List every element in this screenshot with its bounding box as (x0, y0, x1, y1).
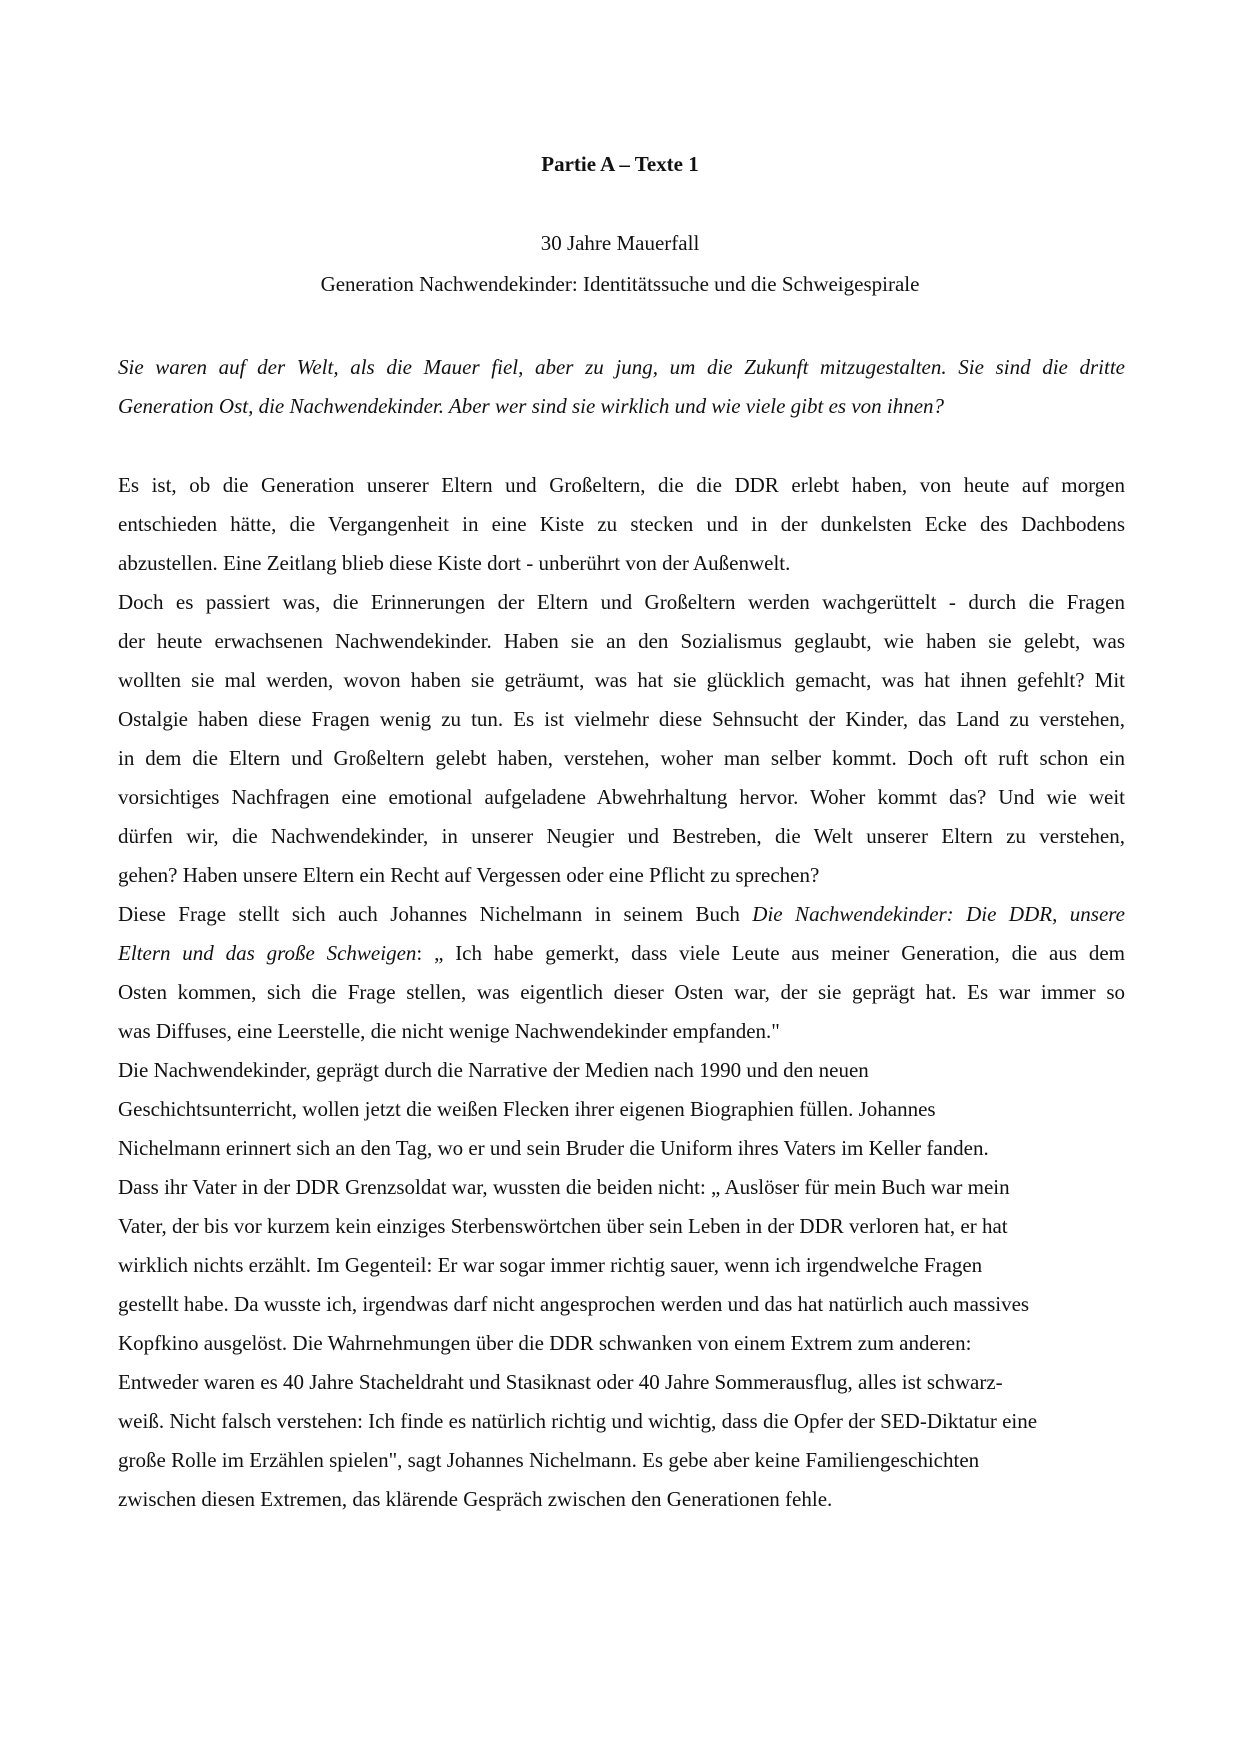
book-title: Eltern und das große Schweigen (118, 941, 417, 965)
article-topic: 30 Jahre Mauerfall (540, 231, 700, 255)
body-line: entschieden hätte, die Vergangenheit in eine Kiste zu stecken und in der dunkelsten Ecke des Dachbodens (118, 512, 1125, 536)
body-line (118, 934, 1125, 973)
body-line: Nichelmann erinnert sich an den Tag, wo er und sein Bruder die Uniform ihres Vaters im Keller fanden. (118, 1136, 989, 1160)
body-line: wollten sie mal werden, wovon haben sie geträumt, was hat sie glücklich gemacht, was hat ihnen gefehlt? Mit (118, 668, 1125, 692)
page-title: Partie A – Texte 1 (541, 152, 699, 176)
body-line: abzustellen. Eine Zeitlang blieb diese Kiste dort - unberührt von der Außenwelt. (118, 551, 791, 575)
body-line: Vater, der bis vor kurzem kein einziges Sterbenswörtchen über sein Leben in der DDR verloren hat, er hat (118, 1214, 1008, 1238)
body-line: zwischen diesen Extremen, das klärende Gespräch zwischen den Generationen fehle. (118, 1487, 833, 1511)
body-line: Ostalgie haben diese Fragen wenig zu tun. Es ist vielmehr diese Sehnsucht der Kinder, das Land zu verstehen, (118, 707, 1125, 731)
body-line (118, 895, 1125, 934)
body-line: gehen? Haben unsere Eltern ein Recht auf Vergessen oder eine Pflicht zu sprechen? (118, 863, 820, 887)
body-line: was Diffuses, eine Leerstelle, die nicht wenige Nachwendekinder empfanden." (118, 1019, 780, 1043)
body-line: Dass ihr Vater in der DDR Grenzsoldat war, wussten die beiden nicht: „ Auslöser für mein Buch war mein (118, 1175, 1010, 1199)
lead-line: Generation Ost, die Nachwendekinder. Aber wer sind sie wirklich und wie viele gibt es von ihnen? (118, 394, 945, 418)
article-body (118, 466, 1125, 1519)
body-line: weiß. Nicht falsch verstehen: Ich finde es natürlich richtig und wichtig, dass die Opfer der SED-Diktatur eine (118, 1409, 1038, 1433)
body-line: Geschichtsunterricht, wollen jetzt die weißen Flecken ihrer eigenen Biographien füllen. Johannes (118, 1097, 936, 1121)
article-headline: Generation Nachwendekinder: Identitätssuche und die Schweigespirale (320, 272, 920, 296)
body-line: in dem die Eltern und Großeltern gelebt haben, verstehen, woher man selber kommt. Doch oft ruft schon ein (118, 746, 1125, 770)
body-line: Osten kommen, sich die Frage stellen, was eigentlich dieser Osten war, der sie geprägt hat. Es war immer so (118, 980, 1125, 1004)
body-text: Diese Frage stellt sich auch Johannes Nichelmann in seinem Buch (118, 902, 753, 926)
body-line: Es ist, ob die Generation unserer Eltern und Großeltern, die die DDR erlebt haben, von heute auf morgen (118, 473, 1125, 497)
body-line: wirklich nichts erzählt. Im Gegenteil: Er war sogar immer richtig sauer, wenn ich irgendwelche Fragen (118, 1253, 983, 1277)
body-line: dürfen wir, die Nachwendekinder, in unserer Neugier und Bestreben, die Welt unserer Eltern zu verstehen, (118, 824, 1125, 848)
body-line: der heute erwachsenen Nachwendekinder. Haben sie an den Sozialismus geglaubt, wie haben sie gelebt, was (118, 629, 1125, 653)
body-line: große Rolle im Erzählen spielen", sagt Johannes Nichelmann. Es gebe aber keine Familiengeschichten (118, 1448, 980, 1472)
body-text: : „ Ich habe gemerkt, dass viele Leute aus meiner Generation, die aus dem (416, 941, 1125, 965)
book-title: Die Nachwendekinder: Die DDR, unsere (752, 902, 1125, 926)
body-line: Die Nachwendekinder, geprägt durch die Narrative der Medien nach 1990 und den neuen (118, 1058, 869, 1082)
lead-paragraph (118, 348, 1125, 426)
body-line: vorsichtiges Nachfragen eine emotional aufgeladene Abwehrhaltung hervor. Woher kommt das? Und wie weit (118, 785, 1125, 809)
body-line: Doch es passiert was, die Erinnerungen der Eltern und Großeltern werden wachgerüttelt - durch die Fragen (118, 590, 1125, 614)
body-line: Entweder waren es 40 Jahre Stacheldraht und Stasiknast oder 40 Jahre Sommerausflug, alles ist schwarz- (118, 1370, 1003, 1394)
lead-line: Sie waren auf der Welt, als die Mauer fiel, aber zu jung, um die Zukunft mitzugestalten. Sie sind die dritte (118, 355, 1125, 379)
body-line: gestellt habe. Da wusste ich, irgendwas darf nicht angesprochen werden und das hat natürlich auch massives (118, 1292, 1030, 1316)
body-line: Kopfkino ausgelöst. Die Wahrnehmungen über die DDR schwanken von einem Extrem zum anderen: (118, 1331, 972, 1355)
